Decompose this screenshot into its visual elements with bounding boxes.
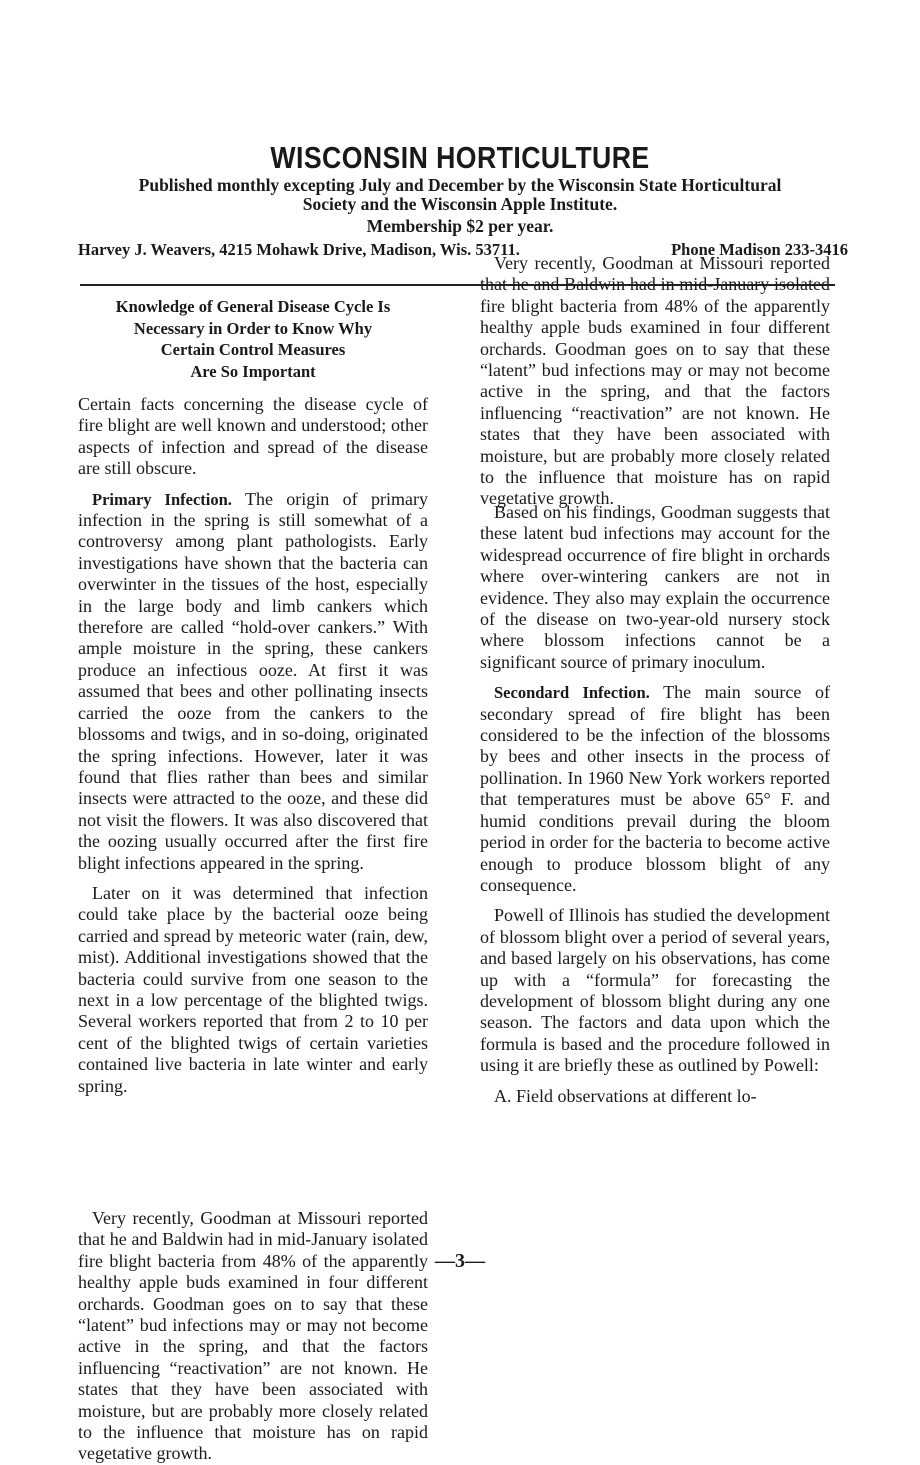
later-determined-paragraph: Later on it was determined that infection could take place by the bacterial ooze being carried and spread by meteoric water (rain, dew, mist). Additional investigations showed that the bacteria could survive from one season to the next in a low percentage of the blighted twigs. Several workers reported that from 2 to 10 per cent of the blighted twigs of certain varieties contained live bacteria in late winter and early spring.	[78, 882, 428, 1096]
publication-statement-line-2: Society and the Wisconsin Apple Institute.	[302, 194, 618, 214]
editor-phone: Phone Madison 233-3416	[671, 240, 848, 259]
article-heading-line: Knowledge of General Disease Cycle Is	[115, 297, 391, 316]
left-column	[78, 296, 428, 1106]
secondary-infection-lead: Secondard Infection.	[494, 683, 650, 703]
article-heading-line: Necessary in Order to Know Why	[133, 318, 373, 338]
magazine-title: WISCONSIN HORTICULTURE	[270, 140, 650, 175]
page-number: —3—	[435, 1250, 485, 1272]
editor-address: Harvey J. Weavers, 4215 Mohawk Drive, Madison, Wis. 53711.	[78, 240, 520, 259]
recently-paragraph: Very recently, Goodman at Missouri reported that he and Baldwin had in mid-January isolated fire blight bacteria from 48% of the apparently healthy apple buds examined in four different orchards. Goodman goes on to say that these “latent” bud infections may or may not become active in the spring, and that the factors influencing “reactivation” are not known. He states that they have been associated with moisture, but are probably more closely related to the influence that moisture has on rapid vegetative growth.	[78, 1208, 428, 1464]
primary-infection-body: The origin of primary infection in the spring is still somewhat of a controversy among plant pathologists. Early investigations have shown that the bacteria can overwinter in the tissues of the host, especially in the large body and limb cankers which therefore are called “hold-over cankers.” With ample moisture in the spring, these cankers produce an infectious ooze. At first it was assumed that bees and other pollinating insects carried the ooze from the cankers to the blossoms and twigs, and in so-doing, originated the spring infections. However, later it was found that flies rather than bees and similar insects were attracted to the ooze, and these did not visit the flowers. It was also discovered that the oozing usually occurred after the first fire blight infections appeared in the spring.	[78, 488, 428, 873]
membership-price: Membership $2 per year.	[366, 216, 554, 236]
powell-paragraph: Powell of Illinois has studied the development of blossom blight over a period of several years, and based largely on his observations, has come up with a “formula” for forecasting the development of blossom blight during any one season. The factors and data upon which the formula is based and the procedure followed in using it are briefly these as outlined by Powell:	[480, 905, 830, 1076]
publication-statement-line-1: Published monthly excepting July and December by the Wisconsin State Horticultural	[138, 175, 782, 195]
secondary-infection-paragraph	[480, 682, 830, 896]
recently-paragraph-continuation: Very recently, Goodman at Missouri reported that he and Baldwin had in mid-January isolated fire blight bacteria from 48% of the apparently healthy apple buds examined in four different orchards. Goodman goes on to say that these “latent” bud infections may or may not become active in the spring, and that the factors influencing “reactivation” are not known. He states that they have been associated with moisture, but are probably more closely related to the influence that moisture has on rapid vegetative growth.	[480, 253, 830, 509]
recently-paragraph-continuation-box	[480, 253, 830, 509]
article-heading-line: Are So Important	[190, 361, 316, 381]
intro-paragraph: Certain facts concerning the disease cycle of fire blight are well known and understood; other aspects of infection and spread of the disease are still obscure.	[78, 394, 428, 479]
right-column-content	[480, 253, 830, 1116]
primary-infection-lead: Primary Infection.	[92, 489, 232, 509]
item-a-paragraph: A. Field observations at different lo-	[494, 1085, 757, 1106]
primary-infection-paragraph	[78, 489, 428, 874]
article-heading	[78, 296, 428, 382]
secondary-infection-body: The main source of secondary spread of fire blight has been considered to be the infection of the blossoms by bees and other insects in the process of pollination. In 1960 New York workers reported that temperatures must be above 65° F. and humid conditions prevail during the bloom period in order for the bacteria to become active enough to produce blossom blight of any consequence.	[480, 682, 830, 895]
recently-paragraph-start	[78, 1208, 428, 1464]
article-heading-line: Certain Control Measures	[160, 340, 346, 359]
findings-paragraph: Based on his findings, Goodman suggests that these latent bud infections may account for the widespread occurrence of fire blight in orchards where over-wintering cankers are not in evidence. They also may explain the occurrence of the disease on two-year-old nursery stock where blossom infections cannot be a significant source of primary inoculum.	[480, 502, 830, 672]
